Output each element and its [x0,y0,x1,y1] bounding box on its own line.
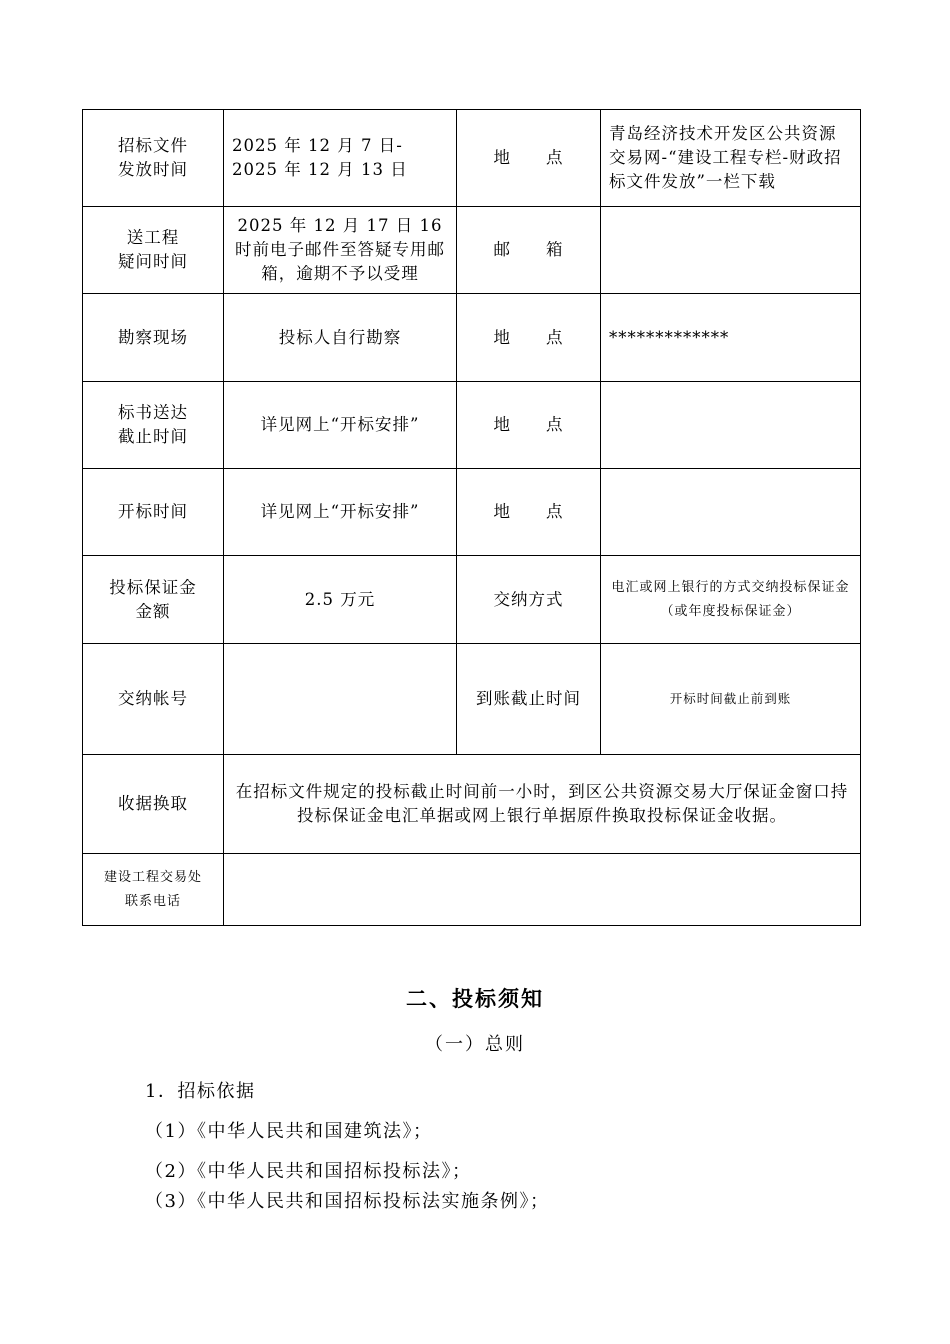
table-row [83,854,861,926]
row-detail [601,207,861,294]
row-detail: ************* [601,294,861,382]
row-key: 地 点 [457,110,601,207]
row-value: 2025 年 12 月 7 日- 2025 年 12 月 13 日 [224,110,457,207]
row-key: 到账截止时间 [457,644,601,755]
table-row [83,207,861,294]
table-row [83,382,861,469]
row-detail [601,382,861,469]
row-label: 开标时间 [83,469,224,556]
row-key: 地 点 [457,382,601,469]
row-detail: 青岛经济技术开发区公共资源交易网-“建设工程专栏-财政招标文件发放”一栏下载 [601,110,861,207]
list-item: （2）《中华人民共和国招标投标法》； [145,1161,472,1182]
row-key: 邮 箱 [457,207,601,294]
row-key: 交纳方式 [457,556,601,644]
tender-info-table [82,109,861,926]
row-key: 地 点 [457,294,601,382]
table-row [83,644,861,755]
list-item: （1）《中华人民共和国建筑法》； [145,1121,433,1142]
table-row [83,469,861,556]
row-label: 招标文件 发放时间 [83,110,224,207]
row-value: 详见网上“开标安排” [224,382,457,469]
row-value: 在招标文件规定的投标截止时间前一小时，到区公共资源交易大厅保证金窗口持投标保证金电汇单据或网上银行单据原件换取投标保证金收据。 [224,755,861,854]
row-value [224,854,861,926]
row-label: 投标保证金 金额 [83,556,224,644]
row-value [224,644,457,755]
section-subtitle: （一）总则 [425,1034,525,1055]
row-label: 送工程 疑问时间 [83,207,224,294]
table-row [83,755,861,854]
row-label: 标书送达 截止时间 [83,382,224,469]
row-value: 投标人自行勘察 [224,294,457,382]
row-key: 地 点 [457,469,601,556]
table-row [83,556,861,644]
table-row [83,294,861,382]
row-detail: 开标时间截止前到账 [601,644,861,755]
row-label: 收据换取 [83,755,224,854]
row-label: 交纳帐号 [83,644,224,755]
row-value: 2025 年 12 月 17 日 16 时前电子邮件至答疑专用邮箱，逾期不予以受理 [224,207,457,294]
table-row [83,110,861,207]
row-detail: 电汇或网上银行的方式交纳投标保证金（或年度投标保证金） [601,556,861,644]
row-value: 2.5 万元 [224,556,457,644]
section-title: 二、投标须知 [406,986,544,1011]
section-heading: 1．招标依据 [145,1081,256,1102]
row-detail [601,469,861,556]
row-value: 详见网上“开标安排” [224,469,457,556]
list-item: （3）《中华人民共和国招标投标法实施条例》； [145,1191,550,1212]
row-label: 建设工程交易处 联系电话 [83,854,224,926]
row-label: 勘察现场 [83,294,224,382]
